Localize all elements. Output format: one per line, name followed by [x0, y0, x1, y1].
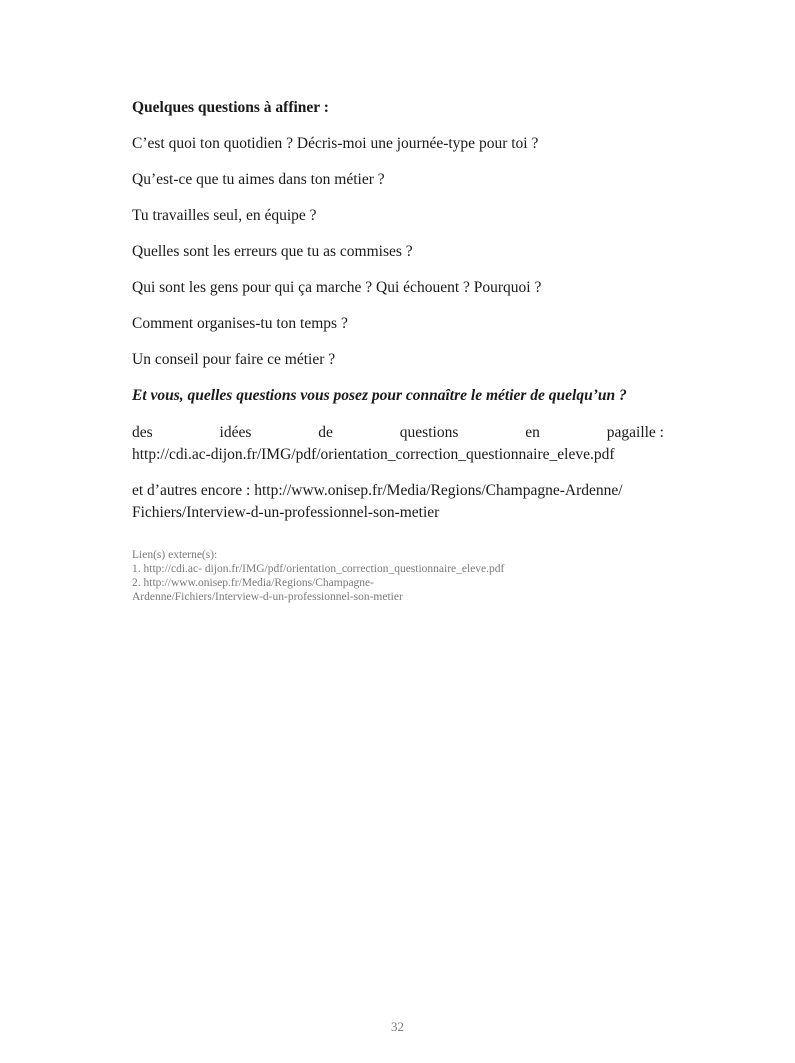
ideas-word: de [318, 424, 333, 441]
others-line-2[interactable]: Fichiers/Interview-d-un-professionnel-son-metier [132, 504, 440, 521]
others-paragraph [132, 480, 664, 524]
page-content [132, 98, 664, 604]
ideas-word: pagaille : [606, 424, 664, 441]
question-item: Qu’est-ce que tu aimes dans ton métier ? [132, 171, 385, 188]
ideas-justified-line [132, 422, 664, 444]
callout-question: Et vous, quelles questions vous posez pour connaître le métier de quelqu’un ? [132, 387, 627, 404]
ideas-paragraph [132, 422, 664, 466]
external-links-label: Lien(s) externe(s): [132, 549, 218, 561]
question-item: Quelles sont les erreurs que tu as commises ? [132, 243, 413, 260]
others-line-1[interactable]: et d’autres encore : http://www.onisep.fr/Media/Regions/Champagne-Ardenne/ [132, 482, 623, 499]
ideas-word: en [525, 424, 540, 441]
external-link-2-line-2[interactable]: Ardenne/Fichiers/Interview-d-un-professionnel-son-metier [132, 591, 403, 603]
question-item: Tu travailles seul, en équipe ? [132, 207, 317, 224]
ideas-word: questions [399, 424, 459, 441]
section-heading: Quelques questions à affiner : [132, 99, 329, 116]
external-links-block [132, 548, 664, 604]
external-link-2-line-1[interactable]: 2. http://www.onisep.fr/Media/Regions/Champagne- [132, 577, 374, 589]
ideas-url-link[interactable]: http://cdi.ac-dijon.fr/IMG/pdf/orientation_correction_questionnaire_eleve.pdf [132, 446, 615, 463]
external-link-1[interactable]: 1. http://cdi.ac- dijon.fr/IMG/pdf/orientation_correction_questionnaire_eleve.pdf [132, 563, 505, 575]
question-item: Un conseil pour faire ce métier ? [132, 351, 336, 368]
ideas-word: des [132, 424, 153, 441]
ideas-word: idées [219, 424, 252, 441]
question-item: Comment organises-tu ton temps ? [132, 315, 348, 332]
question-item: Qui sont les gens pour qui ça marche ? Qui échouent ? Pourquoi ? [132, 279, 542, 296]
question-item: C’est quoi ton quotidien ? Décris-moi une journée-type pour toi ? [132, 135, 539, 152]
page-number: 32 [391, 1019, 404, 1034]
